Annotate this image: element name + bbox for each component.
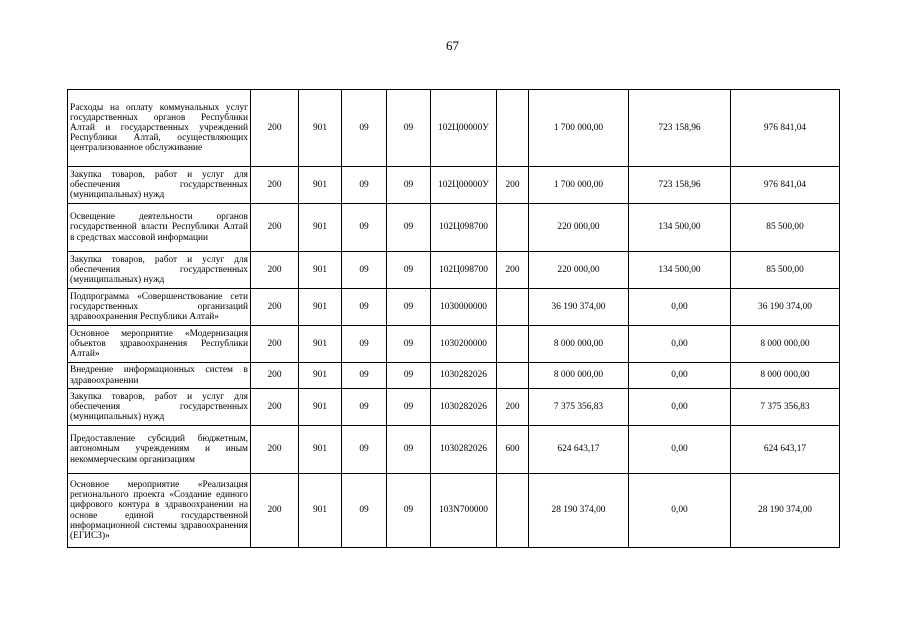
row-description: Закупка товаров, работ и услуг для обеспечения государственных (муниципальных) нужд xyxy=(68,389,251,426)
cell-c8: 0,00 xyxy=(629,289,731,326)
cell-c4: 09 xyxy=(387,326,431,363)
row-description: Предоставление субсидий бюджетным, автономным учреждениям и иным некоммерческим организациям xyxy=(68,426,251,474)
cell-c9: 28 190 374,00 xyxy=(731,474,840,548)
cell-c8: 723 158,96 xyxy=(629,90,731,167)
cell-c5: 1030282026 xyxy=(431,426,497,474)
cell-c5: 1030200000 xyxy=(431,326,497,363)
cell-c3: 09 xyxy=(342,363,387,389)
cell-c5: 1030282026 xyxy=(431,389,497,426)
cell-c6 xyxy=(497,326,529,363)
cell-c8: 134 500,00 xyxy=(629,204,731,252)
cell-c4: 09 xyxy=(387,363,431,389)
cell-c8: 0,00 xyxy=(629,389,731,426)
cell-c9: 8 000 000,00 xyxy=(731,363,840,389)
cell-c5: 102Ц098700 xyxy=(431,252,497,289)
table-row xyxy=(68,326,840,363)
cell-c4: 09 xyxy=(387,289,431,326)
table-row xyxy=(68,167,840,204)
cell-c5: 1030000000 xyxy=(431,289,497,326)
cell-c1: 200 xyxy=(251,326,299,363)
cell-c5: 1030282026 xyxy=(431,363,497,389)
table-row xyxy=(68,389,840,426)
cell-c3: 09 xyxy=(342,326,387,363)
cell-c1: 200 xyxy=(251,204,299,252)
table-row xyxy=(68,363,840,389)
row-description: Закупка товаров, работ и услуг для обеспечения государственных (муниципальных) нужд xyxy=(68,167,251,204)
cell-c5: 103N700000 xyxy=(431,474,497,548)
cell-c2: 901 xyxy=(299,90,342,167)
cell-c6: 200 xyxy=(497,167,529,204)
cell-c3: 09 xyxy=(342,426,387,474)
cell-c7: 1 700 000,00 xyxy=(529,167,629,204)
cell-c2: 901 xyxy=(299,289,342,326)
cell-c6 xyxy=(497,289,529,326)
cell-c9: 85 500,00 xyxy=(731,252,840,289)
cell-c6 xyxy=(497,363,529,389)
cell-c8: 0,00 xyxy=(629,474,731,548)
cell-c1: 200 xyxy=(251,474,299,548)
cell-c2: 901 xyxy=(299,252,342,289)
cell-c1: 200 xyxy=(251,426,299,474)
row-description: Основное мероприятие «Модернизация объектов здравоохранения Республики Алтай» xyxy=(68,326,251,363)
cell-c1: 200 xyxy=(251,363,299,389)
cell-c3: 09 xyxy=(342,204,387,252)
cell-c1: 200 xyxy=(251,167,299,204)
row-description: Основное мероприятие «Реализация регионального проекта «Создание единого цифрового контура в здравоохранении на основе единой государственной информационной системы здравоохранения (ЕГИСЗ)» xyxy=(68,474,251,548)
cell-c1: 200 xyxy=(251,252,299,289)
cell-c2: 901 xyxy=(299,474,342,548)
cell-c8: 0,00 xyxy=(629,326,731,363)
cell-c8: 0,00 xyxy=(629,363,731,389)
cell-c3: 09 xyxy=(342,289,387,326)
cell-c6 xyxy=(497,204,529,252)
cell-c2: 901 xyxy=(299,389,342,426)
cell-c9: 976 841,04 xyxy=(731,90,840,167)
cell-c4: 09 xyxy=(387,389,431,426)
cell-c3: 09 xyxy=(342,389,387,426)
table-body xyxy=(68,90,840,548)
table-row xyxy=(68,426,840,474)
cell-c8: 0,00 xyxy=(629,426,731,474)
cell-c9: 7 375 356,83 xyxy=(731,389,840,426)
cell-c8: 134 500,00 xyxy=(629,252,731,289)
page-number: 67 xyxy=(446,38,459,53)
cell-c9: 36 190 374,00 xyxy=(731,289,840,326)
cell-c5: 102Ц00000У xyxy=(431,90,497,167)
row-description: Закупка товаров, работ и услуг для обеспечения государственных (муниципальных) нужд xyxy=(68,252,251,289)
cell-c6 xyxy=(497,90,529,167)
cell-c7: 8 000 000,00 xyxy=(529,363,629,389)
row-description: Расходы на оплату коммунальных услуг государственных органов Республики Алтай и государственных учреждений Республики Алтай, осуществляющих централизованное обслуживание xyxy=(68,90,251,167)
cell-c6: 200 xyxy=(497,389,529,426)
cell-c3: 09 xyxy=(342,474,387,548)
cell-c3: 09 xyxy=(342,252,387,289)
cell-c9: 976 841,04 xyxy=(731,167,840,204)
table-row xyxy=(68,289,840,326)
cell-c6: 200 xyxy=(497,252,529,289)
cell-c5: 102Ц00000У xyxy=(431,167,497,204)
cell-c7: 1 700 000,00 xyxy=(529,90,629,167)
cell-c9: 8 000 000,00 xyxy=(731,326,840,363)
table-row xyxy=(68,90,840,167)
cell-c2: 901 xyxy=(299,363,342,389)
cell-c9: 85 500,00 xyxy=(731,204,840,252)
budget-table xyxy=(67,89,840,548)
cell-c7: 220 000,00 xyxy=(529,252,629,289)
cell-c9: 624 643,17 xyxy=(731,426,840,474)
table-row xyxy=(68,204,840,252)
cell-c6 xyxy=(497,474,529,548)
cell-c4: 09 xyxy=(387,204,431,252)
cell-c1: 200 xyxy=(251,90,299,167)
row-description: Подпрограмма «Совершенствование сети государственных организаций здравоохранения Республики Алтай» xyxy=(68,289,251,326)
cell-c4: 09 xyxy=(387,426,431,474)
cell-c5: 102Ц098700 xyxy=(431,204,497,252)
cell-c4: 09 xyxy=(387,167,431,204)
cell-c8: 723 158,96 xyxy=(629,167,731,204)
cell-c2: 901 xyxy=(299,204,342,252)
cell-c4: 09 xyxy=(387,474,431,548)
cell-c3: 09 xyxy=(342,90,387,167)
cell-c2: 901 xyxy=(299,426,342,474)
table-row xyxy=(68,252,840,289)
cell-c6: 600 xyxy=(497,426,529,474)
cell-c7: 36 190 374,00 xyxy=(529,289,629,326)
table-row xyxy=(68,474,840,548)
cell-c7: 7 375 356,83 xyxy=(529,389,629,426)
cell-c4: 09 xyxy=(387,252,431,289)
cell-c3: 09 xyxy=(342,167,387,204)
cell-c2: 901 xyxy=(299,167,342,204)
row-description: Освещение деятельности органов государственной власти Республики Алтай в средствах массовой информации xyxy=(68,204,251,252)
cell-c1: 200 xyxy=(251,389,299,426)
cell-c1: 200 xyxy=(251,289,299,326)
cell-c7: 8 000 000,00 xyxy=(529,326,629,363)
cell-c2: 901 xyxy=(299,326,342,363)
cell-c7: 220 000,00 xyxy=(529,204,629,252)
cell-c4: 09 xyxy=(387,90,431,167)
cell-c7: 624 643,17 xyxy=(529,426,629,474)
row-description: Внедрение информационных систем в здравоохранении xyxy=(68,363,251,389)
cell-c7: 28 190 374,00 xyxy=(529,474,629,548)
